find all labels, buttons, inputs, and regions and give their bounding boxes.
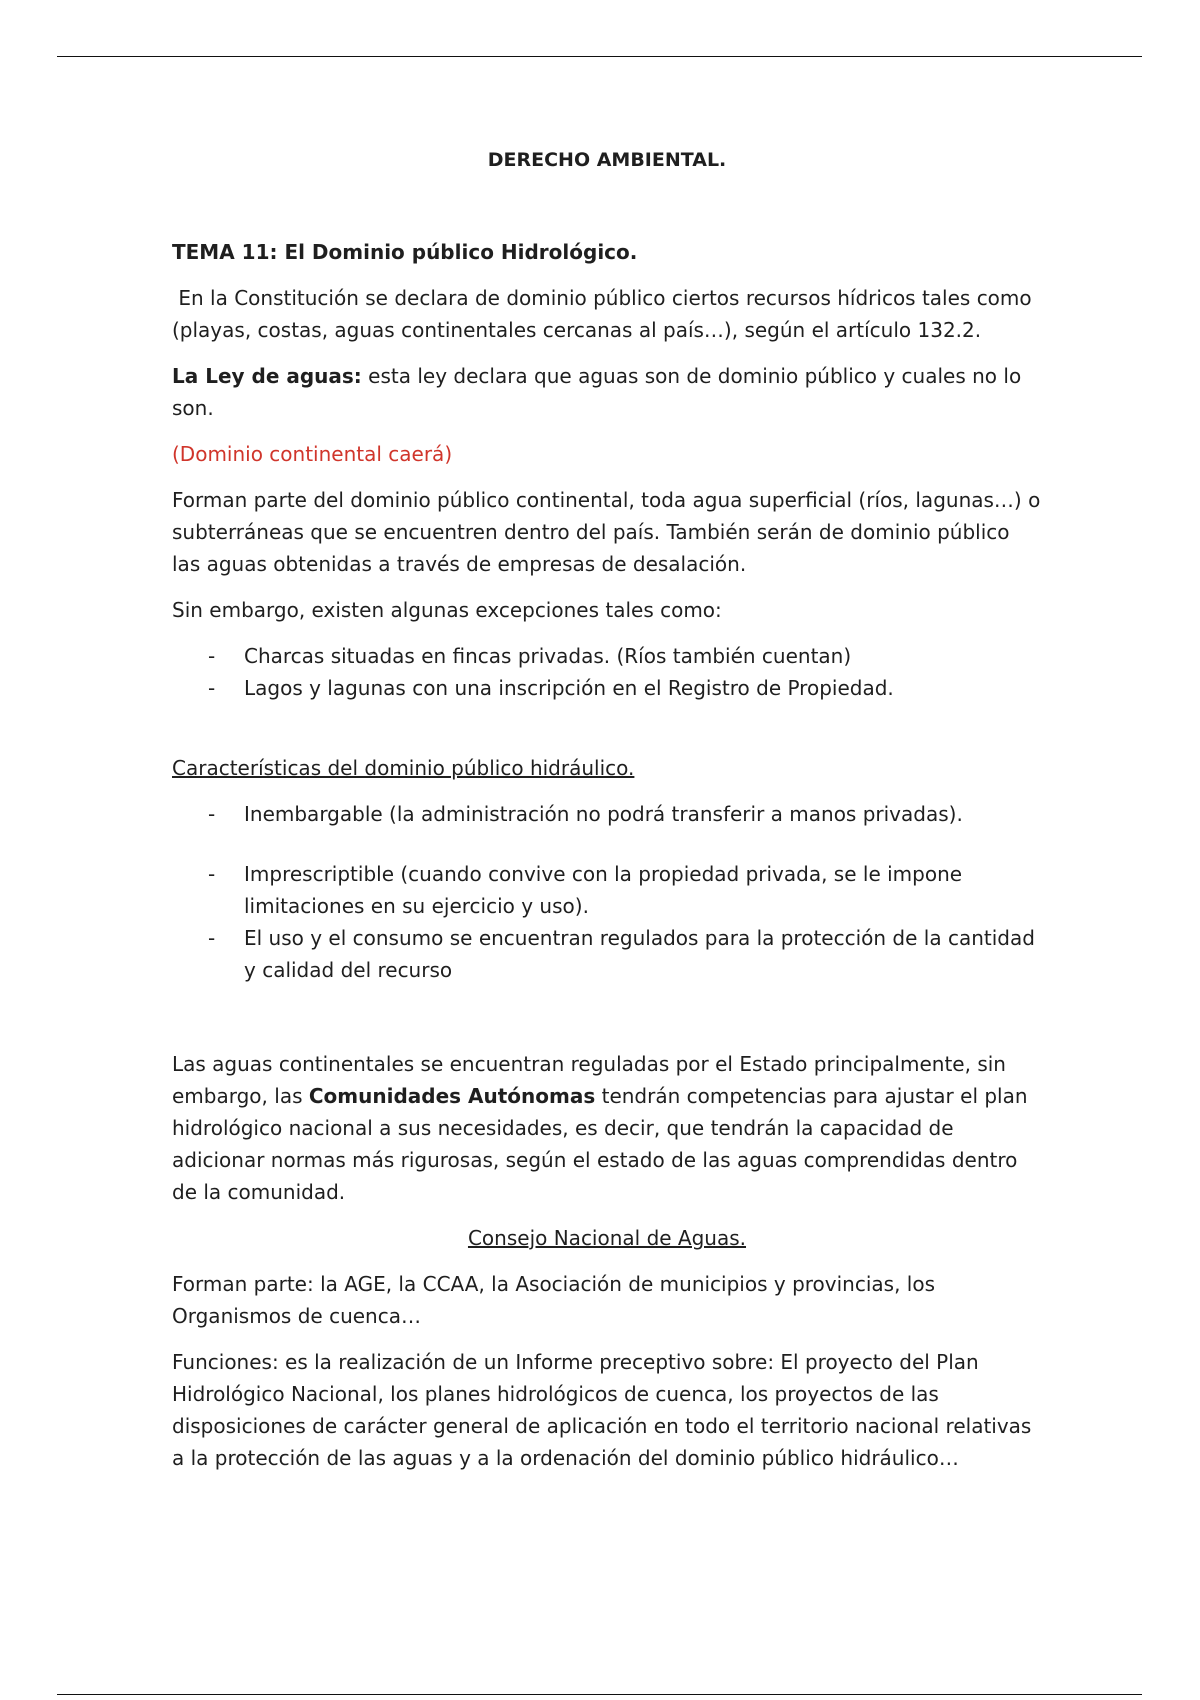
list-item: - El uso y el consumo se encuentran regulados para la protección de la cantidad y calidad del recurso [172, 922, 1042, 986]
regulation-text-before: Las aguas continentales se encuentran reguladas por el Estado principalmente, sin embargo, las [172, 1052, 1006, 1108]
list-item: - Inembargable (la administración no podrá transferir a manos privadas). [172, 798, 1042, 830]
continental-paragraph: Forman parte del dominio público continental, toda agua superficial (ríos, lagunas…) o subterráneas que se encuentren dentro del país. También serán de dominio público las aguas obtenidas a través de empresas de desalación. [172, 488, 1041, 576]
consejo-heading: Consejo Nacional de Aguas. [467, 1226, 747, 1250]
regulation-paragraph [172, 1048, 1042, 1208]
regulation-bold: Comunidades Autónomas [308, 1084, 596, 1108]
ley-text: esta ley declara que aguas son de dominio público y cuales no lo son. [172, 364, 1022, 420]
ley-paragraph [172, 360, 1042, 424]
members-paragraph: Forman parte: la AGE, la CCAA, la Asociación de municipios y provincias, los Organismos de cuenca… [172, 1272, 936, 1328]
ley-label: La Ley de aguas: [172, 364, 362, 388]
exceptions-list [172, 640, 1042, 704]
document-page [172, 144, 1042, 1488]
characteristics-list [172, 798, 1042, 986]
document-title: DERECHO AMBIENTAL. [487, 149, 727, 171]
bottom-rule [57, 1694, 1142, 1695]
list-item: - Charcas situadas en fincas privadas. (Ríos también cuentan) [172, 640, 1042, 672]
intro-paragraph: En la Constitución se declara de dominio público ciertos recursos hídricos tales como (playas, costas, aguas continentales cercanas al país…), según el artículo 132.2. [172, 286, 1038, 342]
list-item: - Lagos y lagunas con una inscripción en el Registro de Propiedad. [172, 672, 1042, 704]
functions-paragraph: Funciones: es la realización de un Informe preceptivo sobre: El proyecto del Plan Hidrológico Nacional, los planes hidrológicos de cuenca, los proyectos de las disposiciones de carácter general de aplicación en todo el territorio nacional relativas a la protección de las aguas y a la ordenación del dominio público hidráulico… [172, 1350, 1032, 1470]
red-note: (Dominio continental caerá) [172, 442, 453, 466]
exceptions-intro: Sin embargo, existen algunas excepciones tales como: [172, 598, 722, 622]
characteristics-heading: Características del dominio público hidráulico. [172, 756, 635, 780]
list-item: - Imprescriptible (cuando convive con la propiedad privada, se le impone limitaciones en su ejercicio y uso). [172, 858, 1042, 922]
topic-heading: TEMA 11: El Dominio público Hidrológico. [172, 240, 638, 264]
top-rule [57, 56, 1142, 57]
regulation-text-after: tendrán competencias para ajustar el plan hidrológico nacional a sus necesidades, es decir, que tendrán la capacidad de adicionar normas más rigurosas, según el estado de las aguas comprendidas dentro de la comunidad. [172, 1084, 1028, 1204]
